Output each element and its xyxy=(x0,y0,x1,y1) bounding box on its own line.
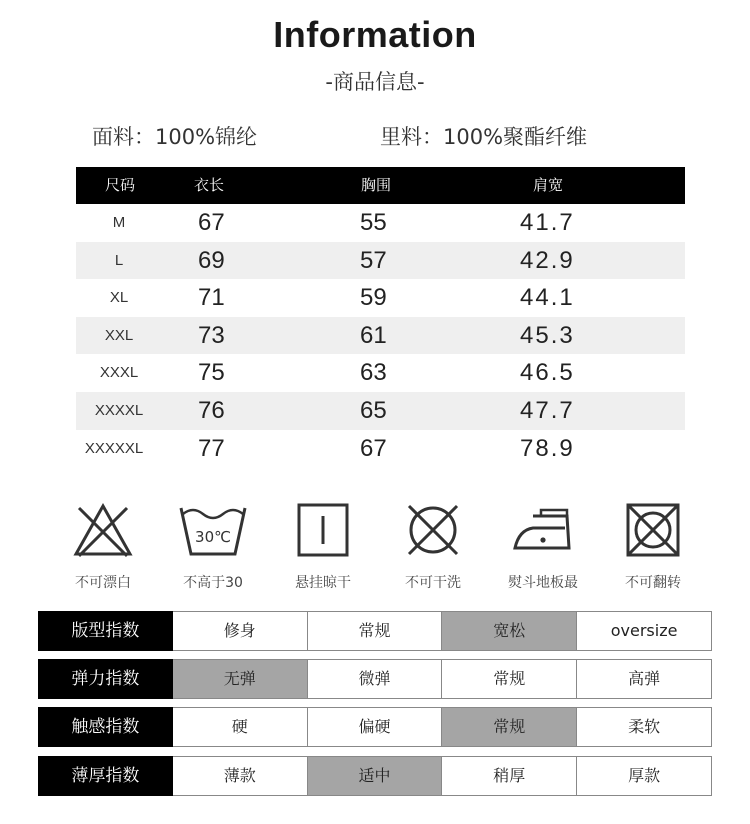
chest-cell: 59 xyxy=(360,284,387,312)
shoulder-cell: 78.9 xyxy=(520,434,575,462)
size-cell: XXXXXL xyxy=(84,439,144,457)
fabric-outer: 面料：100%锦纶 xyxy=(92,125,258,149)
touch-index-label: 触感指数 xyxy=(38,707,173,747)
fabric-lining: 里料：100%聚酯纤维 xyxy=(380,125,588,149)
size-cell: M xyxy=(112,214,126,231)
stretch-option-none: 无弹 xyxy=(173,659,308,699)
care-label: 悬挂晾干 xyxy=(295,575,351,591)
shoulder-cell: 46.5 xyxy=(520,359,575,387)
care-no-tumble-dry xyxy=(594,500,712,592)
stretch-option-regular: 常规 xyxy=(442,659,577,699)
wash-temperature: 30℃ xyxy=(195,528,231,546)
table-row xyxy=(76,204,685,242)
thickness-index-row xyxy=(38,756,712,796)
care-wash-30 xyxy=(154,500,272,592)
shoulder-cell: 45.3 xyxy=(520,321,575,349)
chest-cell: 57 xyxy=(360,246,387,274)
no-bleach-icon xyxy=(71,500,135,560)
col-size: 尺码 xyxy=(104,176,136,194)
length-cell: 73 xyxy=(198,321,225,349)
hang-dry-icon xyxy=(291,500,355,560)
thickness-index-label: 薄厚指数 xyxy=(38,756,173,796)
col-chest: 胸围 xyxy=(360,176,392,194)
length-cell: 75 xyxy=(198,359,225,387)
fit-index-label: 版型指数 xyxy=(38,611,173,651)
touch-option-slightly-hard: 偏硬 xyxy=(308,707,443,747)
size-table-header xyxy=(76,167,685,204)
fit-option-slim: 修身 xyxy=(173,611,308,651)
fit-option-regular: 常规 xyxy=(308,611,443,651)
thickness-option-moderate: 适中 xyxy=(308,756,443,796)
care-iron xyxy=(484,500,602,592)
shoulder-cell: 42.9 xyxy=(520,246,575,274)
wash-30c-icon xyxy=(177,500,249,560)
table-row xyxy=(76,279,685,317)
size-cell: XXXXL xyxy=(94,401,144,419)
length-cell: 76 xyxy=(198,396,225,424)
size-table xyxy=(76,167,685,467)
thickness-option-slightly-thick: 稍厚 xyxy=(442,756,577,796)
table-row xyxy=(76,354,685,392)
fit-index-row xyxy=(38,611,712,651)
care-label: 不可漂白 xyxy=(75,575,131,591)
length-cell: 69 xyxy=(198,246,225,274)
length-cell: 71 xyxy=(198,284,225,312)
length-cell: 77 xyxy=(198,434,225,462)
shoulder-cell: 44.1 xyxy=(520,284,575,312)
chest-cell: 61 xyxy=(360,321,387,349)
touch-option-soft: 柔软 xyxy=(577,707,712,747)
size-cell: XXL xyxy=(104,326,134,344)
chest-cell: 65 xyxy=(360,396,387,424)
table-row xyxy=(76,392,685,430)
touch-option-hard: 硬 xyxy=(173,707,308,747)
care-label: 不可干洗 xyxy=(405,575,461,591)
chest-cell: 55 xyxy=(360,209,387,236)
no-tumble-dry-icon xyxy=(621,500,685,560)
touch-option-regular: 常规 xyxy=(442,707,577,747)
no-dry-clean-icon xyxy=(401,500,465,560)
care-hang-dry xyxy=(264,500,382,592)
fit-option-loose: 宽松 xyxy=(442,611,577,651)
thickness-option-thick: 厚款 xyxy=(577,756,712,796)
page-subtitle: -商品信息- xyxy=(325,70,425,94)
touch-index-row xyxy=(38,707,712,747)
chest-cell: 63 xyxy=(360,359,387,387)
shoulder-cell: 41.7 xyxy=(520,209,575,236)
care-label: 不可翻转 xyxy=(625,575,681,591)
col-shoulder: 肩宽 xyxy=(532,176,564,194)
stretch-option-slight: 微弹 xyxy=(308,659,443,699)
iron-icon xyxy=(507,500,579,560)
chest-cell: 67 xyxy=(360,434,387,462)
fit-option-oversize: oversize xyxy=(577,611,712,651)
table-row xyxy=(76,430,685,468)
thickness-option-thin: 薄款 xyxy=(173,756,308,796)
stretch-index-row xyxy=(38,659,712,699)
size-cell: XXXL xyxy=(99,364,139,382)
care-no-dry-clean xyxy=(374,500,492,592)
shoulder-cell: 47.7 xyxy=(520,396,575,424)
size-cell: L xyxy=(114,251,124,269)
stretch-option-high: 高弹 xyxy=(577,659,712,699)
care-label: 熨斗地板最 xyxy=(508,575,578,591)
length-cell: 67 xyxy=(198,209,225,236)
stretch-index-label: 弹力指数 xyxy=(38,659,173,699)
care-label: 不高于30 xyxy=(183,575,243,591)
size-cell: XL xyxy=(109,289,129,307)
page-title: Information xyxy=(273,14,477,55)
table-row xyxy=(76,242,685,280)
table-row xyxy=(76,317,685,355)
care-no-bleach xyxy=(44,500,162,592)
col-length: 衣长 xyxy=(193,176,225,194)
